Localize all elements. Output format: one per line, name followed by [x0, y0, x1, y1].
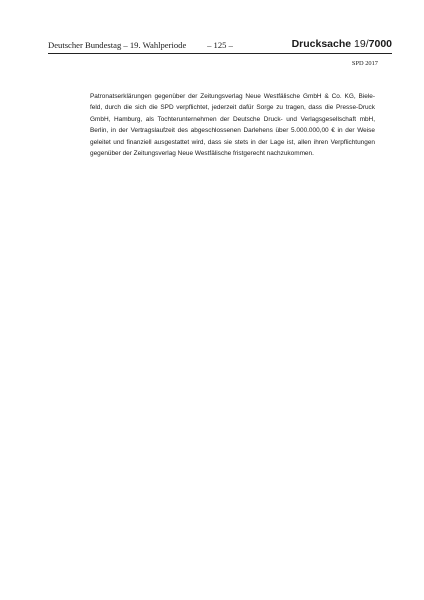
- paragraph-line: geleitet und finanziell ausgestattet wird, dass sie stets in der Lage ist, allen ihren Verpflichtungen: [90, 138, 375, 146]
- document-number-prefix: 19/: [354, 38, 369, 50]
- page-number: – 125 –: [207, 40, 233, 50]
- document-number: [292, 38, 392, 50]
- document-number-main: 7000: [368, 38, 392, 50]
- paragraph-line: feld, durch die sich die SPD verpflichtet, jederzeit dafür Sorge zu tragen, dass die Presse-Druck: [90, 104, 375, 112]
- paragraph-line: GmbH, Hamburg, als Tochterunternehmen der Deutsche Druck- und Verlagsgesellschaft mbH,: [90, 115, 375, 123]
- paragraph-line: Patronatserklärungen gegenüber der Zeitungsverlag Neue Westfälische GmbH & Co. KG, Biele-: [90, 93, 375, 100]
- page-header: [48, 38, 392, 52]
- paragraph-line: gegenüber der Zeitungsverlag Neue Westfälische fristgerecht nachzukommen.: [90, 150, 314, 158]
- body-paragraph: [90, 91, 375, 159]
- publication-title: Deutscher Bundestag – 19. Wahlperiode: [48, 40, 187, 50]
- document-label: Drucksache: [291, 38, 352, 50]
- paragraph-line: Berlin, in der Vertragslaufzeit des abgeschlossenen Darlehens über 5.000.000,00 € in der Weise: [90, 127, 375, 135]
- header-rule: [48, 53, 392, 54]
- party-tag: SPD 2017: [351, 60, 378, 67]
